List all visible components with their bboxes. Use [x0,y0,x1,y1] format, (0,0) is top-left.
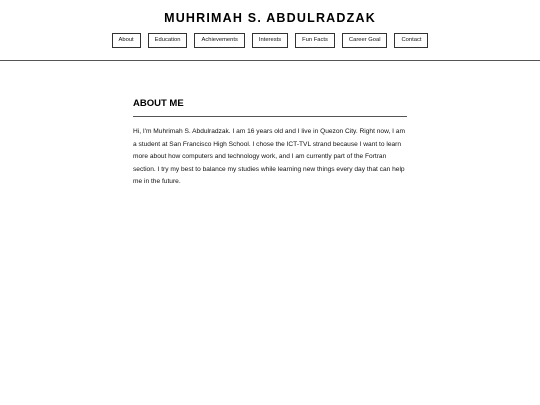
about-heading: ABOUT ME [133,98,407,117]
nav-achievements-button[interactable]: Achievements [194,33,244,48]
about-paragraph: Hi, I'm Muhrimah S. Abdulradzak. I am 16 years old and I live in Quezon City. Right now, I am a student at San Francisco High School. I chose the ICT-TVL strand because I want to learn more about how computers and technology work, and I am currently part of the Fortran section. I try my best to balance my studies while learning new things every day that can help me in the future. [133,128,405,185]
nav-education-button[interactable]: Education [148,33,188,48]
nav-contact-button[interactable]: Contact [394,33,428,48]
main-nav [0,33,540,48]
nav-fun-facts-button[interactable]: Fun Facts [295,33,335,48]
nav-interests-button[interactable]: Interests [252,33,288,48]
nav-career-goal-button[interactable]: Career Goal [342,33,388,48]
about-section [133,98,407,189]
site-title: MUHRIMAH S. ABDULRADZAK [164,11,376,25]
nav-about-button[interactable]: About [112,33,141,48]
site-header [0,0,540,61]
